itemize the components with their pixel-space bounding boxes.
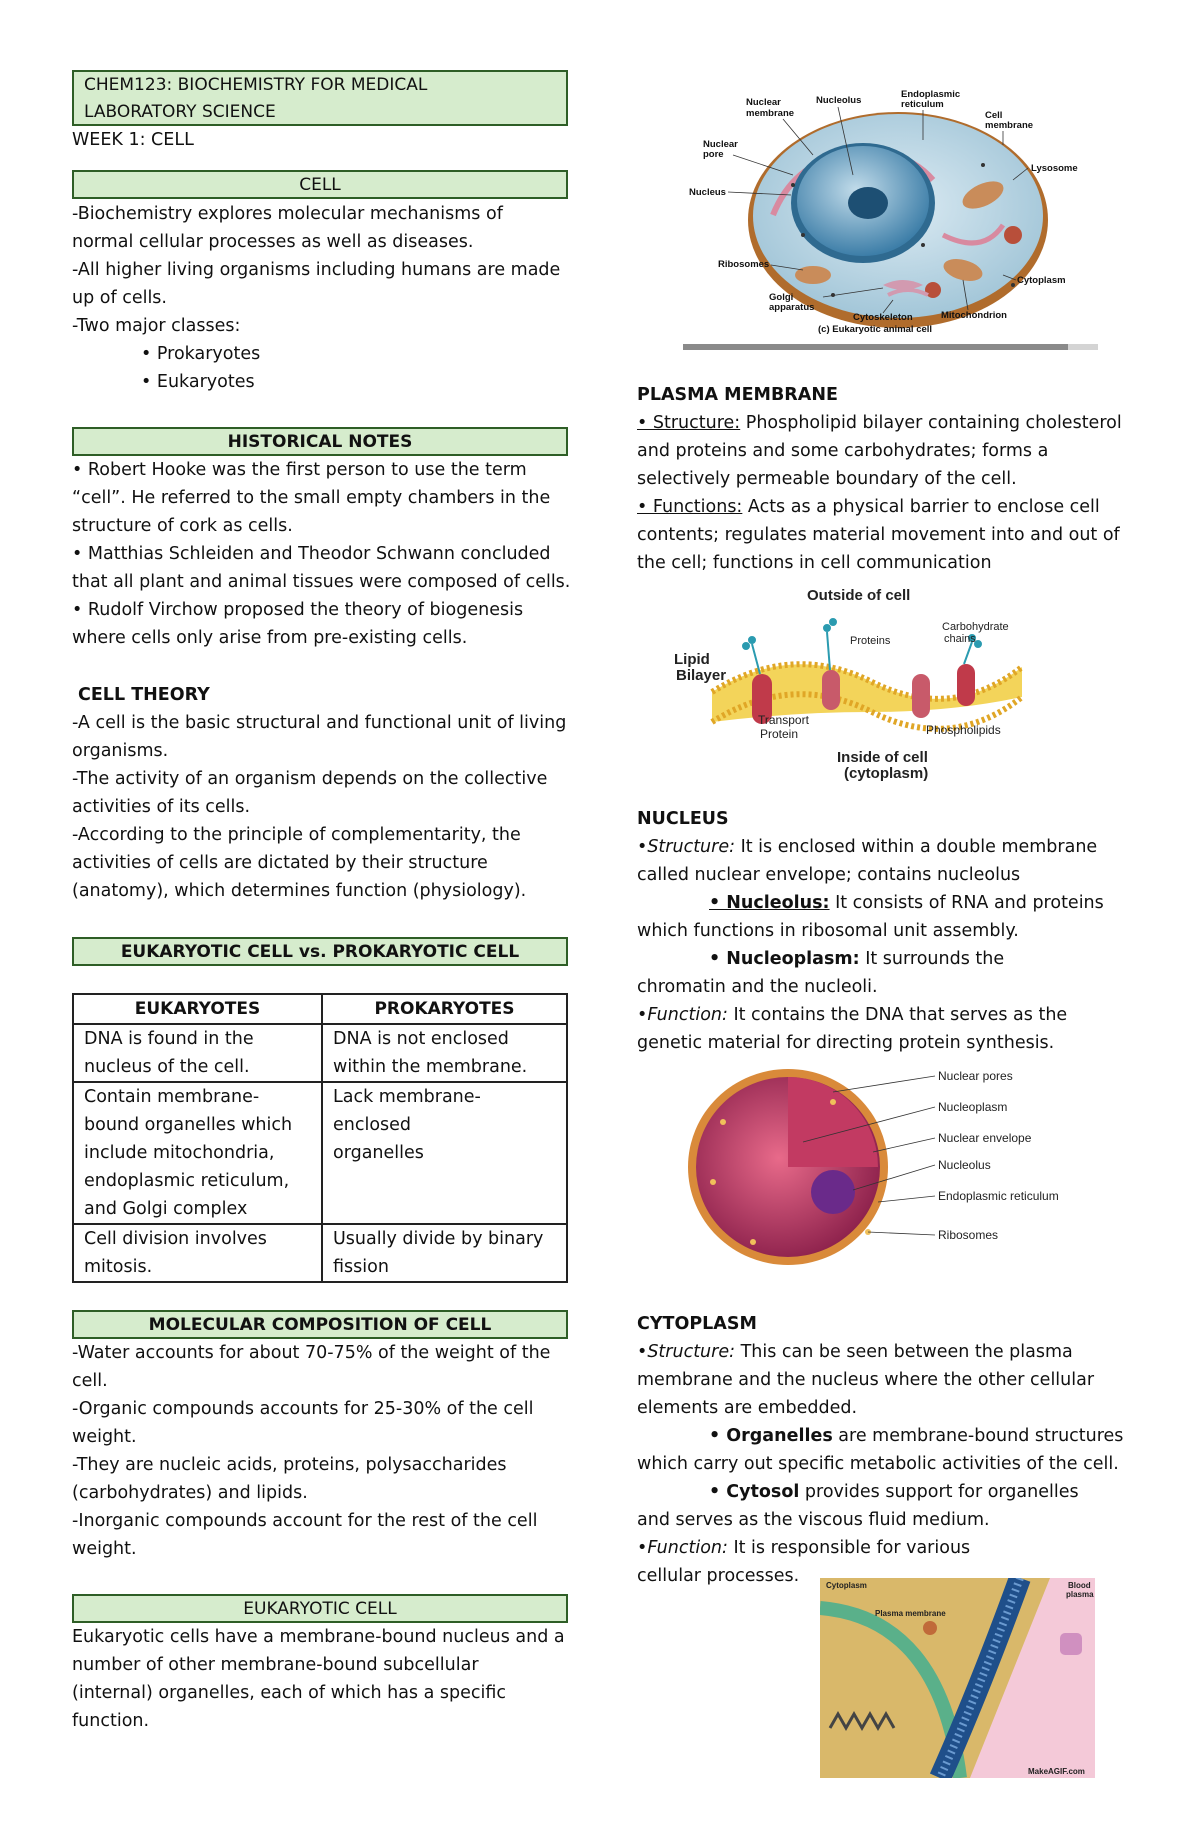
cytosol-text: provides support for organelles <box>799 1482 1079 1502</box>
label-ribosomes: Ribosomes <box>718 259 770 270</box>
course-title <box>72 70 568 126</box>
label-plasma: plasma <box>1066 1590 1094 1599</box>
plasma-function-text: Acts as a physical barrier to enclose cell <box>742 497 1100 517</box>
nucleoplasm-label: • Nucleoplasm: <box>709 949 860 969</box>
eukaryotic-line: number of other membrane-bound subcellular <box>72 1655 479 1675</box>
label-proteins: Proteins <box>850 635 891 647</box>
class-item: • Eukaryotes <box>141 372 255 392</box>
molecular-line: -Water accounts for about 70-75% of the weight of the <box>72 1343 551 1363</box>
cell-text: Cell division involves <box>84 1229 267 1249</box>
nucleus-function-text: It contains the DNA that serves as the <box>727 1005 1068 1025</box>
label-nuclear-pore-2: pore <box>703 149 724 160</box>
col-header-prokaryotes: PROKARYOTES <box>322 994 567 1024</box>
cytoplasm-function-text: It is responsible for various <box>727 1538 971 1558</box>
label-protein: Protein <box>760 727 799 741</box>
comparison-table <box>72 993 568 1283</box>
cell-text: mitosis. <box>84 1257 153 1277</box>
cytoplasm-diagram <box>820 1578 1095 1778</box>
label-cytoplasm-fig: Cytoplasm <box>826 1581 867 1590</box>
watermark: MakeAGIF.com <box>1028 1767 1085 1776</box>
label-nuclear-pore: Nuclear <box>703 139 738 150</box>
nucleoplasm-text: It surrounds the <box>859 949 1005 969</box>
cell-section <box>72 200 560 396</box>
molecular-heading: MOLECULAR COMPOSITION OF CELL <box>72 1310 568 1339</box>
historical-line: • Matthias Schleiden and Theodor Schwann concluded <box>72 544 551 564</box>
table-cell <box>322 1082 567 1224</box>
label-golgi-2: apparatus <box>769 302 815 313</box>
label-inside-cell: Inside of cell <box>837 749 928 766</box>
cell-text: nucleus of the cell. <box>84 1057 250 1077</box>
label-nucleoplasm: Nucleoplasm <box>938 1100 1008 1114</box>
table-cell <box>73 1024 322 1082</box>
table-row <box>73 1024 567 1082</box>
eukaryotic-section <box>72 1623 565 1735</box>
cell-text: bound organelles which <box>84 1115 293 1135</box>
organelles-label: • Organelles <box>709 1426 833 1446</box>
cell-text: Usually divide by binary <box>333 1229 544 1249</box>
label-nuclear-membrane: Nuclear <box>746 97 781 108</box>
cell-theory-heading: CELL THEORY <box>78 685 210 705</box>
membrane-figure <box>672 582 1032 782</box>
nucleus-section <box>637 833 1104 1057</box>
eukaryotic-heading: EUKARYOTIC CELL <box>72 1594 568 1623</box>
comparison-heading: EUKARYOTIC CELL vs. PROKARYOTIC CELL <box>72 937 568 966</box>
molecular-line: -Organic compounds accounts for 25-30% of the cell <box>72 1399 534 1419</box>
eukaryotic-line: (internal) organelles, each of which has a specific <box>72 1683 507 1703</box>
course-title-line2: LABORATORY SCIENCE <box>84 102 276 122</box>
cell-line: -All higher living organisms including humans are made <box>72 260 561 280</box>
cell-text: organelles <box>333 1143 424 1163</box>
cell-line: up of cells. <box>72 288 167 308</box>
cell-line: normal cellular processes as well as diseases. <box>72 232 474 252</box>
nucleus-diagram <box>683 1062 1063 1272</box>
molecular-line: (carbohydrates) and lipids. <box>72 1483 308 1503</box>
label-cell-membrane-2: membrane <box>985 120 1034 131</box>
cytoplasm-section <box>637 1338 1123 1590</box>
label-er: Endoplasmic <box>901 89 961 100</box>
plasma-function-label: • Functions: <box>637 497 743 517</box>
cell-theory-line: activities of its cells. <box>72 797 251 817</box>
cell-theory-line: -According to the principle of complementarity, the <box>72 825 521 845</box>
cytoplasm-figure <box>820 1578 1095 1778</box>
eukaryotic-line: function. <box>72 1711 150 1731</box>
label-cell-membrane: Cell <box>985 110 1003 121</box>
membrane-diagram <box>672 582 1032 782</box>
historical-line: “cell”. He referred to the small empty chambers in the <box>72 488 551 508</box>
label-bilayer: Bilayer <box>676 667 727 684</box>
molecular-section <box>72 1339 550 1563</box>
cell-text: within the membrane. <box>333 1057 528 1077</box>
class-item: • Prokaryotes <box>141 344 261 364</box>
label-phospholipids: Phospholipids <box>926 723 1001 737</box>
label-ribosomes-fig: Ribosomes <box>938 1228 999 1242</box>
historical-line: that all plant and animal tissues were composed of cells. <box>72 572 571 592</box>
label-cytoplasm: Cytoplasm <box>1017 275 1066 286</box>
molecular-line: -They are nucleic acids, proteins, polysaccharides <box>72 1455 507 1475</box>
label-cytoskeleton: Cytoskeleton <box>853 312 913 323</box>
course-title-line1: CHEM123: BIOCHEMISTRY FOR MEDICAL <box>84 75 428 95</box>
cytoplasm-line: membrane and the nucleus where the other cellular <box>637 1370 1095 1390</box>
molecular-line: weight. <box>72 1539 137 1559</box>
plasma-heading: PLASMA MEMBRANE <box>637 385 838 405</box>
nucleus-function-label: •Function: <box>637 1005 728 1025</box>
nucleus-figure <box>683 1062 1063 1272</box>
cell-text: endoplasmic reticulum, <box>84 1171 290 1191</box>
cytoplasm-line: and serves as the viscous fluid medium. <box>637 1510 990 1530</box>
table-cell <box>73 1224 322 1282</box>
plasma-line: selectively permeable boundary of the cell. <box>637 469 1017 489</box>
cell-text: DNA is not enclosed <box>333 1029 509 1049</box>
label-mitochondrion: Mitochondrion <box>941 310 1007 321</box>
historical-line: • Robert Hooke was the first person to use the term <box>72 460 527 480</box>
label-nuclear-pores: Nuclear pores <box>938 1069 1013 1083</box>
nucleolus-text: It consists of RNA and proteins <box>829 893 1104 913</box>
historical-heading: HISTORICAL NOTES <box>72 427 568 456</box>
table-cell <box>322 1024 567 1082</box>
plasma-section <box>637 409 1122 577</box>
label-lipid: Lipid <box>674 651 710 668</box>
cell-text: Lack membrane-enclosed <box>333 1087 481 1135</box>
cytosol-label: • Cytosol <box>709 1482 800 1502</box>
table-cell <box>73 1082 322 1224</box>
label-nucleolus-fig: Nucleolus <box>938 1158 991 1172</box>
cell-text: Contain membrane- <box>84 1087 260 1107</box>
molecular-line: weight. <box>72 1427 137 1447</box>
cell-line: -Two major classes: <box>72 316 241 336</box>
cytoplasm-line: cellular processes. <box>637 1566 800 1586</box>
cell-text: and Golgi complex <box>84 1199 248 1219</box>
figure-caption: (c) Eukaryotic animal cell <box>818 324 933 335</box>
label-cytoplasm-paren: (cytoplasm) <box>844 765 929 782</box>
nucleus-line: chromatin and the nucleoli. <box>637 977 878 997</box>
plasma-line: the cell; functions in cell communication <box>637 553 992 573</box>
cytoplasm-line: which carry out specific metabolic activities of the cell. <box>637 1454 1119 1474</box>
nucleus-structure-label: •Structure: <box>637 837 736 857</box>
cytoplasm-structure-text: This can be seen between the plasma <box>735 1342 1073 1362</box>
cell-text: include mitochondria, <box>84 1143 275 1163</box>
nucleus-structure-text: It is enclosed within a double membrane <box>735 837 1098 857</box>
label-chains: chains <box>944 633 976 645</box>
label-nucleus: Nucleus <box>689 187 726 198</box>
label-er-2: reticulum <box>901 99 944 110</box>
week-label: WEEK 1: CELL <box>72 130 194 150</box>
label-golgi: Golgi <box>769 292 794 303</box>
historical-line: structure of cork as cells. <box>72 516 293 536</box>
cell-theory-line: -The activity of an organism depends on the collective <box>72 769 548 789</box>
organelles-text: are membrane-bound structures <box>832 1426 1124 1446</box>
cell-text: fission <box>333 1257 389 1277</box>
molecular-line: cell. <box>72 1371 108 1391</box>
historical-section <box>72 456 570 652</box>
table-row <box>73 1082 567 1224</box>
cytoplasm-function-label: •Function: <box>637 1538 728 1558</box>
cytoplasm-structure-label: •Structure: <box>637 1342 736 1362</box>
nucleus-heading: NUCLEUS <box>637 809 729 829</box>
cell-heading: CELL <box>72 170 568 199</box>
plasma-structure-label: • Structure: <box>637 413 741 433</box>
cytoplasm-heading: CYTOPLASM <box>637 1314 757 1334</box>
label-transport: Transport <box>758 713 809 727</box>
label-lysosome: Lysosome <box>1031 163 1078 174</box>
label-outside-cell: Outside of cell <box>807 587 911 604</box>
cell-theory-line: -A cell is the basic structural and functional unit of living <box>72 713 567 733</box>
molecular-line: -Inorganic compounds account for the rest of the cell <box>72 1511 538 1531</box>
historical-line: • Rudolf Virchow proposed the theory of biogenesis <box>72 600 524 620</box>
cell-theory-line: activities of cells are dictated by their structure <box>72 853 488 873</box>
eukaryotic-line: Eukaryotic cells have a membrane-bound nucleus and a <box>72 1627 565 1647</box>
label-plasma-membrane: Plasma membrane <box>875 1609 946 1618</box>
label-nucleolus: Nucleolus <box>816 95 862 106</box>
label-er-fig: Endoplasmic reticulum <box>938 1189 1059 1203</box>
nucleolus-label: • Nucleolus: <box>709 893 830 913</box>
label-carbohydrate: Carbohydrate <box>942 621 1009 633</box>
table-header-row <box>73 994 567 1024</box>
cell-theory-line: (anatomy), which determines function (physiology). <box>72 881 527 901</box>
plasma-line: contents; regulates material movement into and out of <box>637 525 1120 545</box>
label-nuclear-membrane-2: membrane <box>746 108 795 119</box>
plasma-line: and proteins and some carbohydrates; forms a <box>637 441 1049 461</box>
nucleus-line: genetic material for directing protein synthesis. <box>637 1033 1055 1053</box>
col-header-eukaryotes: EUKARYOTES <box>73 994 322 1024</box>
cell-line: -Biochemistry explores molecular mechanisms of <box>72 204 503 224</box>
eukaryotic-cell-figure <box>683 85 1113 355</box>
table-row <box>73 1224 567 1282</box>
table-cell <box>322 1224 567 1282</box>
plasma-structure-text: Phospholipid bilayer containing cholesterol <box>740 413 1122 433</box>
cell-theory-line: organisms. <box>72 741 169 761</box>
label-blood: Blood <box>1068 1581 1091 1590</box>
cytoplasm-line: elements are embedded. <box>637 1398 858 1418</box>
historical-line: where cells only arise from pre-existing cells. <box>72 628 468 648</box>
nucleus-line: which functions in ribosomal unit assembly. <box>637 921 1019 941</box>
cell-theory-section <box>72 709 566 905</box>
cell-text: DNA is found in the <box>84 1029 254 1049</box>
nucleus-line: called nuclear envelope; contains nucleolus <box>637 865 1021 885</box>
cell-diagram <box>683 85 1113 355</box>
label-nuclear-envelope: Nuclear envelope <box>938 1131 1032 1145</box>
